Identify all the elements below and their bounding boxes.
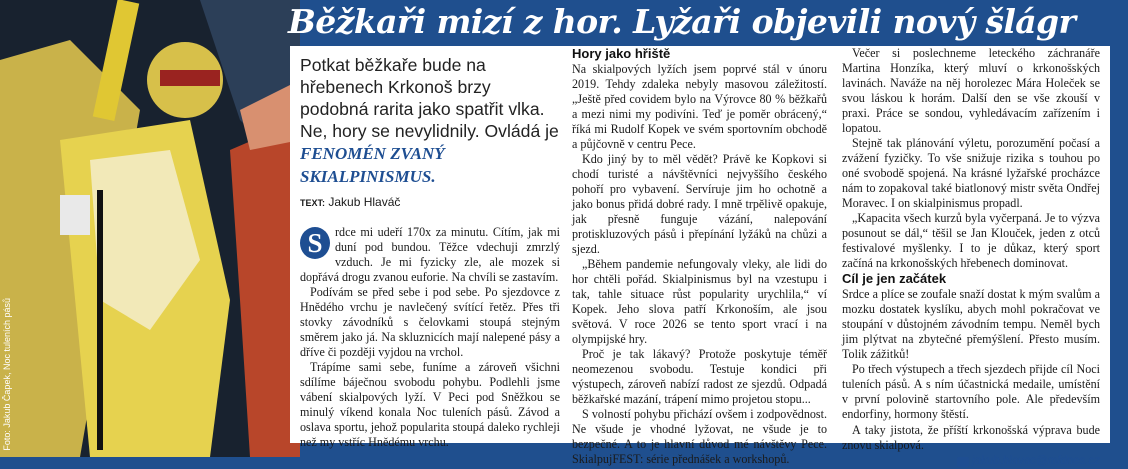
photo-credit: Foto: Jakub Čapek, Noc tuleních pásů	[2, 298, 12, 451]
lead	[300, 54, 560, 188]
paragraph: Proč je tak lákavý? Protože poskytuje téměř neomezenou svobodu. Testuje kondici při výstupech, zároveň nabízí radost ze sjezdů. Odpadá běžkařské mazání, trápení mimo projetou stopu...	[572, 347, 827, 406]
paragraph	[300, 225, 560, 285]
lead-text: Potkat běžkaře bude na hřebenech Krkonoš brzy podobná rarita jako spatřit vlka. Ne, hory se nevylidnily. Ovládá je	[300, 55, 559, 141]
facebook-icon	[957, 457, 969, 467]
subheading: Hory jako hřiště	[572, 46, 671, 61]
paragraph: S volností pohybu přichází ovšem i zodpovědnost. Ne všude je vhodné lyžovat, ne všude je to bezpečné. A to je hlavní důvod mé návštěvy Pece. SkialpujFEST: série přednášek a workshopů.	[572, 407, 827, 466]
paragraph: Srdce a plíce se zoufale snaží dostat k mým svalům a mozku dostatek kyslíku, abych mohl pokračovat ve stoupání v důstojném závodním tempu. Neměl bych jim plýtvat na zbytečné přemýšlení. Přesto musím. Tolik zážitků!	[842, 287, 1100, 361]
paragraph: Stejně tak plánování výletu, porozumění počasí a zvážení fyzičky. To vše snižuje rizika s touhou po oné svobodě spojená. Na krásné lyžařské procházce nám to zopakoval také biatlonový mistr světa Ondřej Moravec. I on skialpinismus propadl.	[842, 136, 1100, 210]
headline: Běžkaři mizí z hor. Lyžaři objevili nový šlágr	[288, 2, 1076, 41]
paragraph: Po třech výstupech a třech sjezdech přijde cíl Noci tuleních pásů. A s ním účastnická medaile, umístění v první polovině startovního pole. Ale především endorfiny, hormony štěstí.	[842, 362, 1100, 421]
subheading: Cíl je jen začátek	[842, 271, 947, 286]
paragraph: „Kapacita všech kurzů byla vyčerpaná. Je to výzva posunout se dál,“ těšil se Jan Klouček, jeden z otců festivalové myšlenky. I to je důkaz, který sport začíná na krkonošských hřebenech dominovat.	[842, 211, 1100, 270]
column-1	[300, 46, 560, 450]
byline	[300, 195, 560, 211]
column-3	[842, 46, 1100, 469]
lead-highlight: FENOMÉN ZVANÝ SKIALPINISMUS.	[300, 144, 445, 186]
skiers-illustration	[0, 0, 300, 457]
paragraph: Podívám se před sebe i pod sebe. Po sjezdovce z Hnědého vrchu je navlečený svítící řetěz. Přes tři stovky závodníků s čelovkami stoupá stejným směrem jako já. Na skluznicích mají nalepené pásy a dříve či později vyjdou na vrchol.	[300, 285, 560, 359]
byline-author: Jakub Hlaváč	[328, 195, 401, 209]
author-email: jakub.hlavac@mfdnes.cz	[971, 455, 1100, 467]
paragraph: „Během pandemie nefungovaly vleky, ale lidi do hor chtěli pořád. Skialpinismus byl na vzestupu i tak, tahle situace růst popularity urychlila,“ ví Kopek. Jeho slova patří Krkonoším, ale jsou světová. V roce 2026 se tento sport vrací i na olympijské hry.	[572, 257, 827, 346]
paragraph: Kdo jiný by to měl vědět? Právě ke Kopkovi si chodí turisté a návštěvníci nejvyššího českého pohoří pro vybavení. Servíruje jim ho ochotně a jako bonus přidá dobré rady. I mně trpělivě opakuje, jak přesně funguje vázání, nalepování protiskluzových pásů i přepínání lyžáků na chůzi a sjezd.	[572, 152, 827, 256]
byline-label: TEXT:	[300, 198, 326, 208]
paragraph-text: rdce mi udeří 170x za minutu. Cítím, jak mi duní pod bundou. Těžce vdechuji zmrzlý vzduch. Je mi fyzicky zle, ale mozek si dopřává drogu zvanou euforie. Na chvíli se zastavím.	[300, 225, 560, 284]
author-email-row	[842, 454, 1100, 469]
column-2	[572, 46, 827, 467]
dropcap: S	[300, 227, 330, 259]
paragraph: A taky jistota, že příští krkonošská výprava bude znovu skialpová.	[842, 423, 1100, 452]
closing-row	[842, 423, 1100, 453]
article-panel	[290, 46, 1110, 467]
paragraph: Večer si poslechneme leteckého záchranáře Martina Honzíka, který mluví o krkonošských lavinách. Naváže na něj horolezec Mára Holeček se svou láskou k horám. Další den se vše zkouší v praxi. Práce se sondou, vyhledávacím zařízením i lopatou.	[842, 46, 1100, 135]
paragraph: Trápíme sami sebe, funíme a zároveň všichni sdílíme báječnou svobodu pohybu. Podlehli jsme vábení skialpových lyží. V Peci pod Sněžkou se minulý víkend konala Noc tuleních pásů. Závod a oslava sportu, jehož popularita stoupá daleko rychleji než my vstříc Hnědému vrchu.	[300, 360, 560, 449]
author-email-link[interactable]	[957, 454, 1100, 469]
skier-photo	[0, 0, 300, 457]
paragraph: Na skialpových lyžích jsem poprvé stál v únoru 2019. Tehdy zdaleka nebyly masovou záležitostí. „Ještě před covidem bylo na Výrovce 80 % běžkařů a mezi nimi my podivíni. Teď je poměr obrácený,“ říká mi Rudolf Kopek ve svém sportovním obchodě a půjčovně v centru Pece.	[572, 62, 827, 151]
